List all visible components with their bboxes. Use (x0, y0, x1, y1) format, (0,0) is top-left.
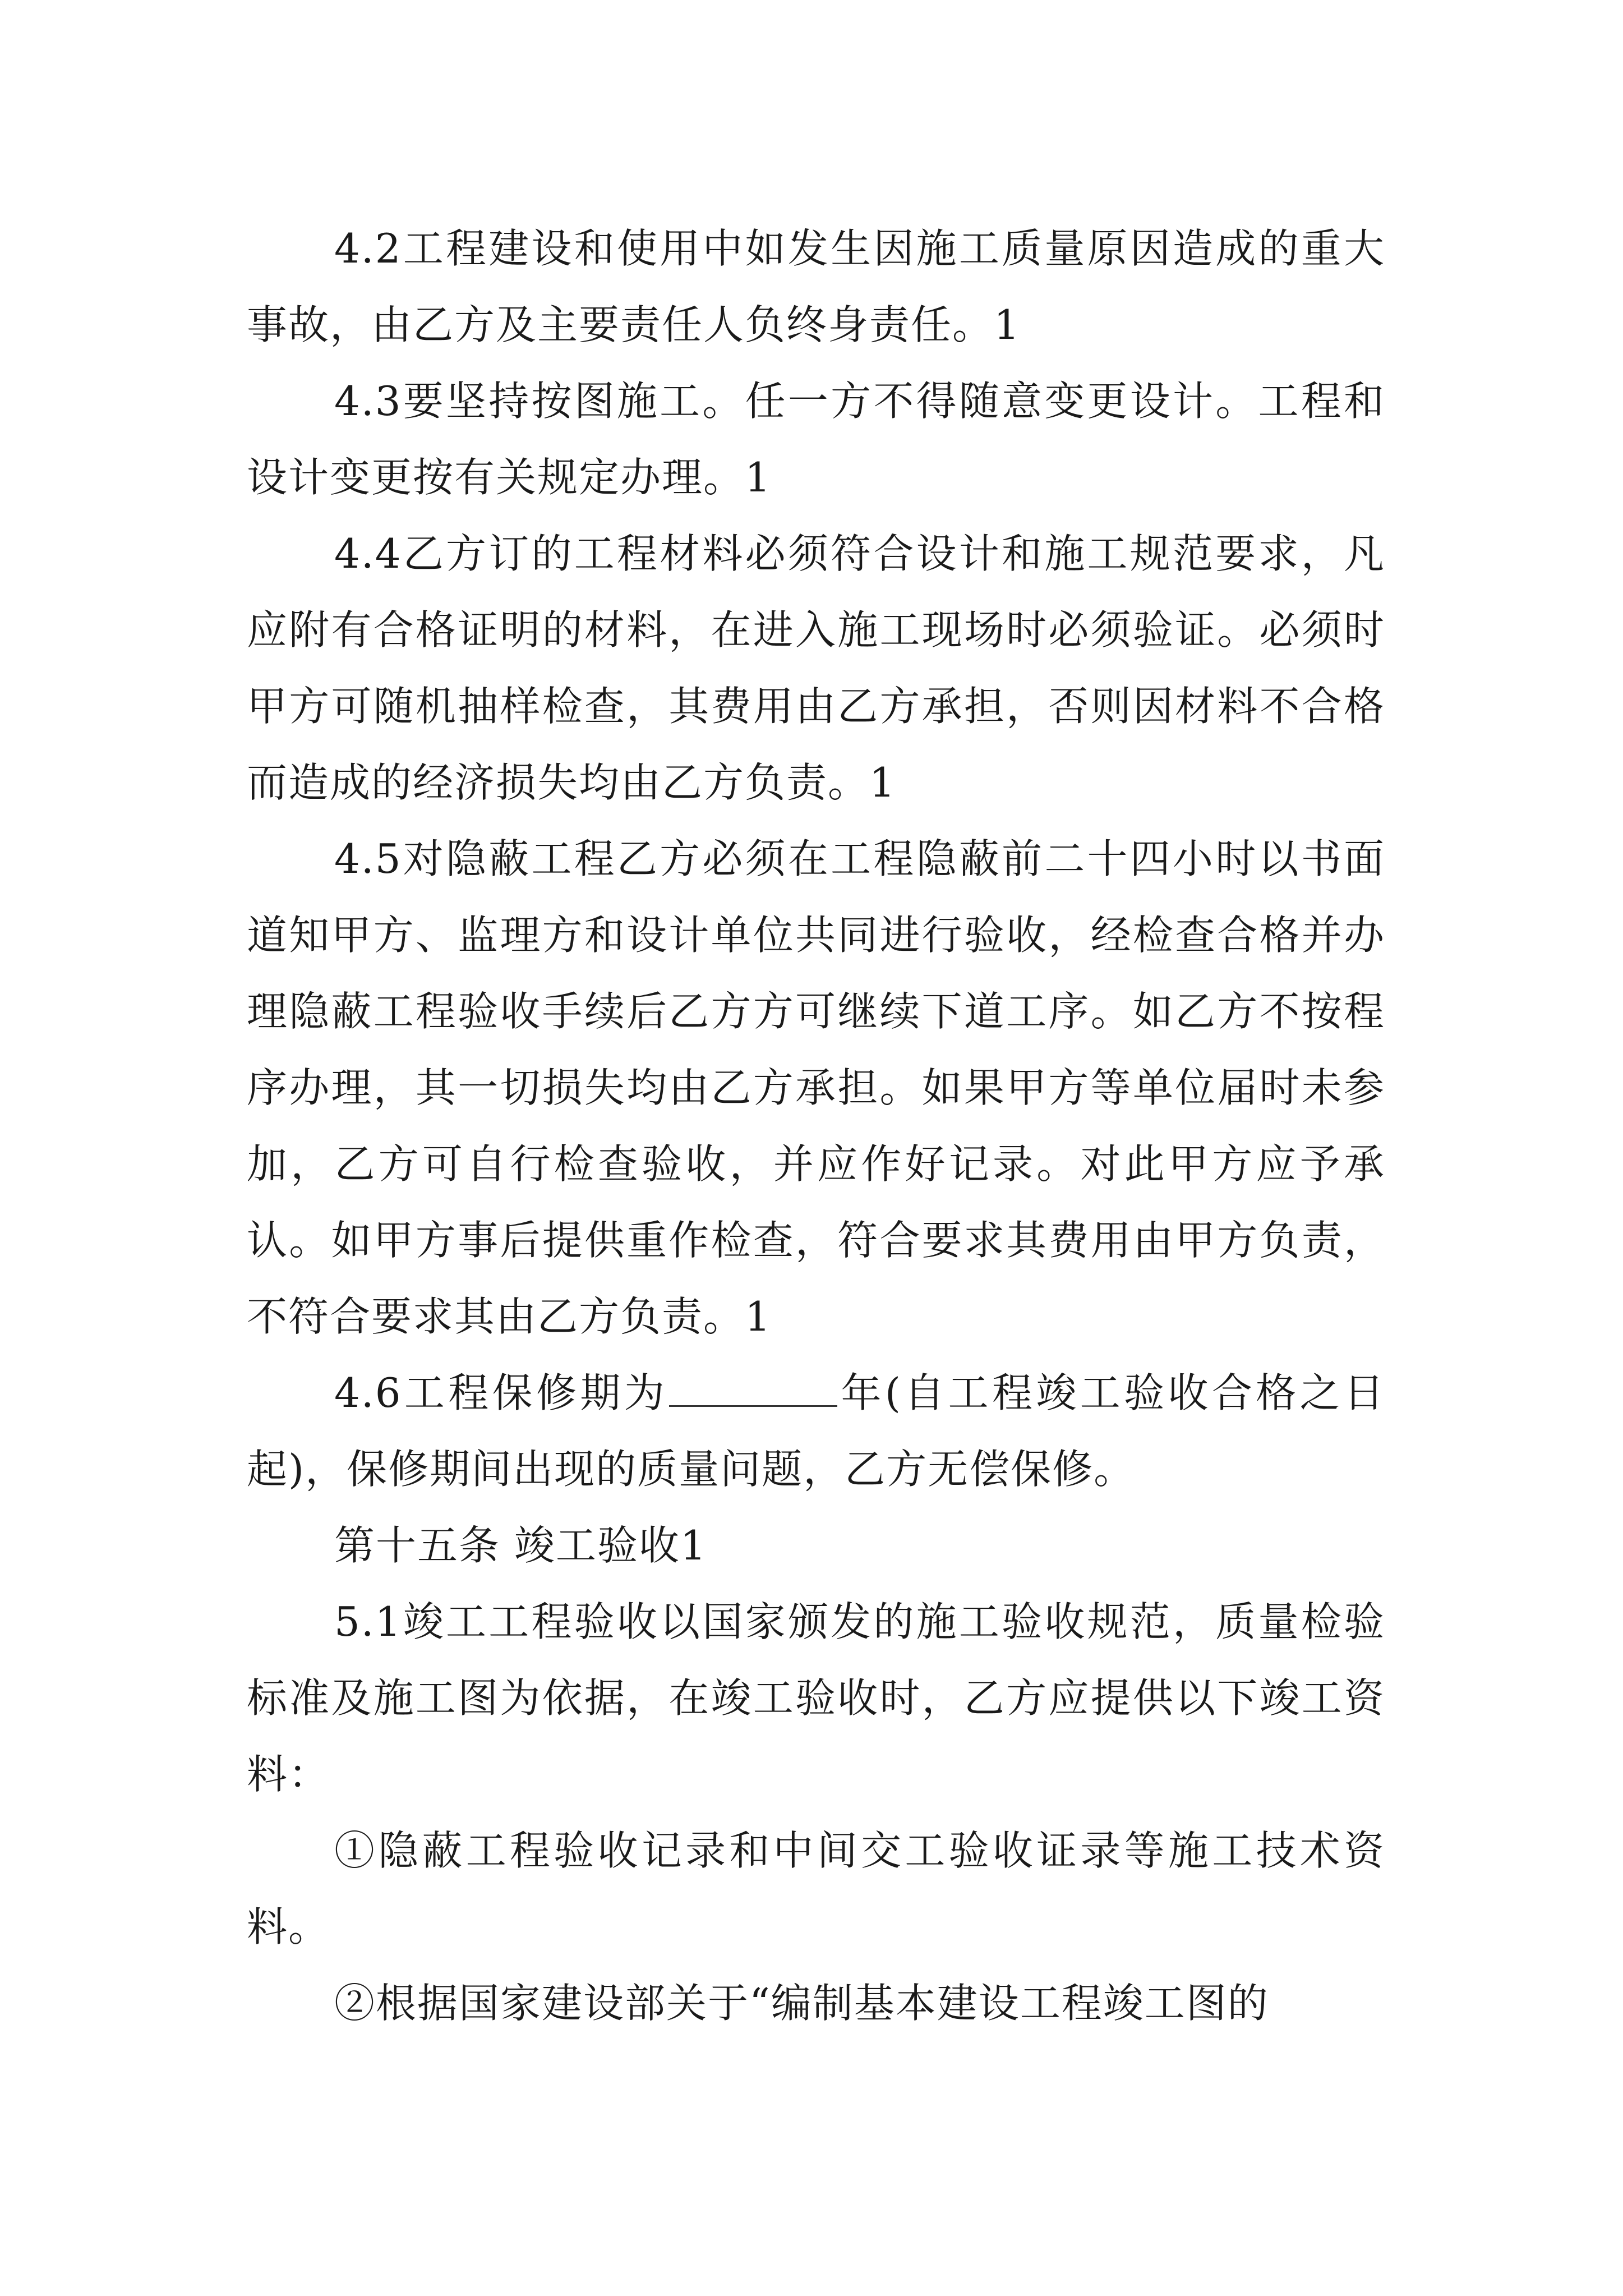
clause-4-6-start: 4.6工程保修期为 (334, 1369, 668, 1416)
item-2: ②根据国家建设部关于“编制基本建设工程竣工图的 (334, 1980, 1269, 2027)
clause-5-1: 5.1竣工工程验收以国家颁发的施工验收规范，质量检验标准及施工图为依据，在竣工验收时，乙方应提供以下竣工资料： (247, 1598, 1385, 1798)
clause-4-6-end: 年(自工程竣工验收合格之日起)，保修期间出现的质量问题，乙方无偿保修。 (247, 1369, 1385, 1493)
clause-4-6 (247, 1355, 1385, 1507)
clause-4-5: 4.5对隐蔽工程乙方必须在工程隐蔽前二十四小时以书面道知甲方、监理方和设计单位共同进行验收，经检查合格并办理隐蔽工程验收手续后乙方方可继续下道工序。如乙方不按程序办理，其一切损失均由乙方承担。如果甲方等单位届时未参加，乙方可自行检查验收，并应作好记录。对此甲方应予承认。如甲方事后提供重作检查，符合要求其费用由甲方负责，不符合要求其由乙方负责。1 (247, 835, 1385, 1340)
warranty-years-blank (669, 1372, 837, 1407)
document-body (247, 210, 1385, 2041)
article-15-heading: 第十五条 竣工验收1 (334, 1522, 707, 1569)
item-1: ①隐蔽工程验收记录和中间交工验收证录等施工技术资料。 (247, 1827, 1385, 1950)
clause-4-2: 4.2工程建设和使用中如发生因施工质量原因造成的重大事故，由乙方及主要责任人负终身责任。1 (247, 225, 1385, 348)
clause-4-4: 4.4乙方订的工程材料必须符合设计和施工规范要求，凡应附有合格证明的材料，在进入施工现场时必须验证。必须时甲方可随机抽样检查，其费用由乙方承担，否则因材料不合格而造成的经济损失均由乙方负责。1 (247, 530, 1385, 806)
clause-4-3: 4.3要坚持按图施工。任一方不得随意变更设计。工程和设计变更按有关规定办理。1 (247, 378, 1385, 501)
